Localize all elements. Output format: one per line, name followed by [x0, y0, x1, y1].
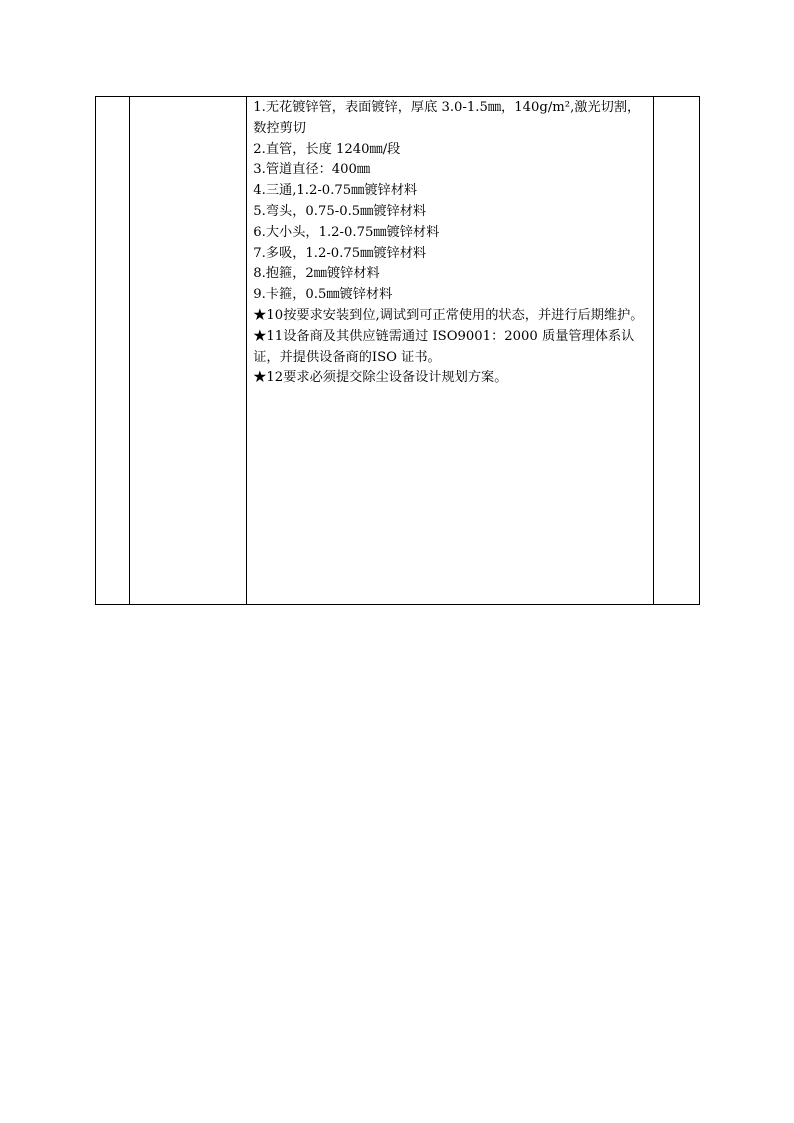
spec-item-3: 3.管道直径：400㎜ — [253, 162, 371, 178]
spec-item-7: 7.多吸，1.2-0.75㎜镀锌材料 — [253, 245, 427, 261]
index-cell — [96, 97, 130, 605]
name-cell — [130, 97, 247, 605]
spec-item-6: 6.大小头，1.2-0.75㎜镀锌材料 — [253, 224, 440, 240]
spec-item-9: 9.卡箍，0.5㎜镀锌材料 — [253, 287, 393, 303]
spec-item-2: 2.直管，长度 1240㎜/段 — [253, 141, 401, 157]
spec-table — [95, 96, 700, 605]
spec-item-10: ★10按要求安装到位,调试到可正常使用的状态，并进行后期维护。 — [253, 307, 644, 323]
spec-cell — [247, 97, 654, 605]
spec-item-1: 1.无花镀锌管，表面镀锌，厚底 3.0-1.5㎜，140g/m²,激光切割，数控剪切 — [253, 100, 641, 136]
remark-cell — [653, 97, 699, 605]
spec-item-11: ★11设备商及其供应链需通过 ISO9001：2000 质量管理体系认证，并提供设备商的ISO 证书。 — [253, 328, 635, 365]
spec-item-5: 5.弯头，0.75-0.5㎜镀锌材料 — [253, 203, 427, 219]
table-row — [96, 97, 700, 605]
spec-item-4: 4.三通,1.2-0.75㎜镀锌材料 — [253, 183, 418, 199]
spec-item-8: 8.抱箍，2㎜镀锌材料 — [253, 266, 380, 282]
spec-item-12: ★12要求必须提交除尘设备设计规划方案。 — [253, 370, 508, 386]
